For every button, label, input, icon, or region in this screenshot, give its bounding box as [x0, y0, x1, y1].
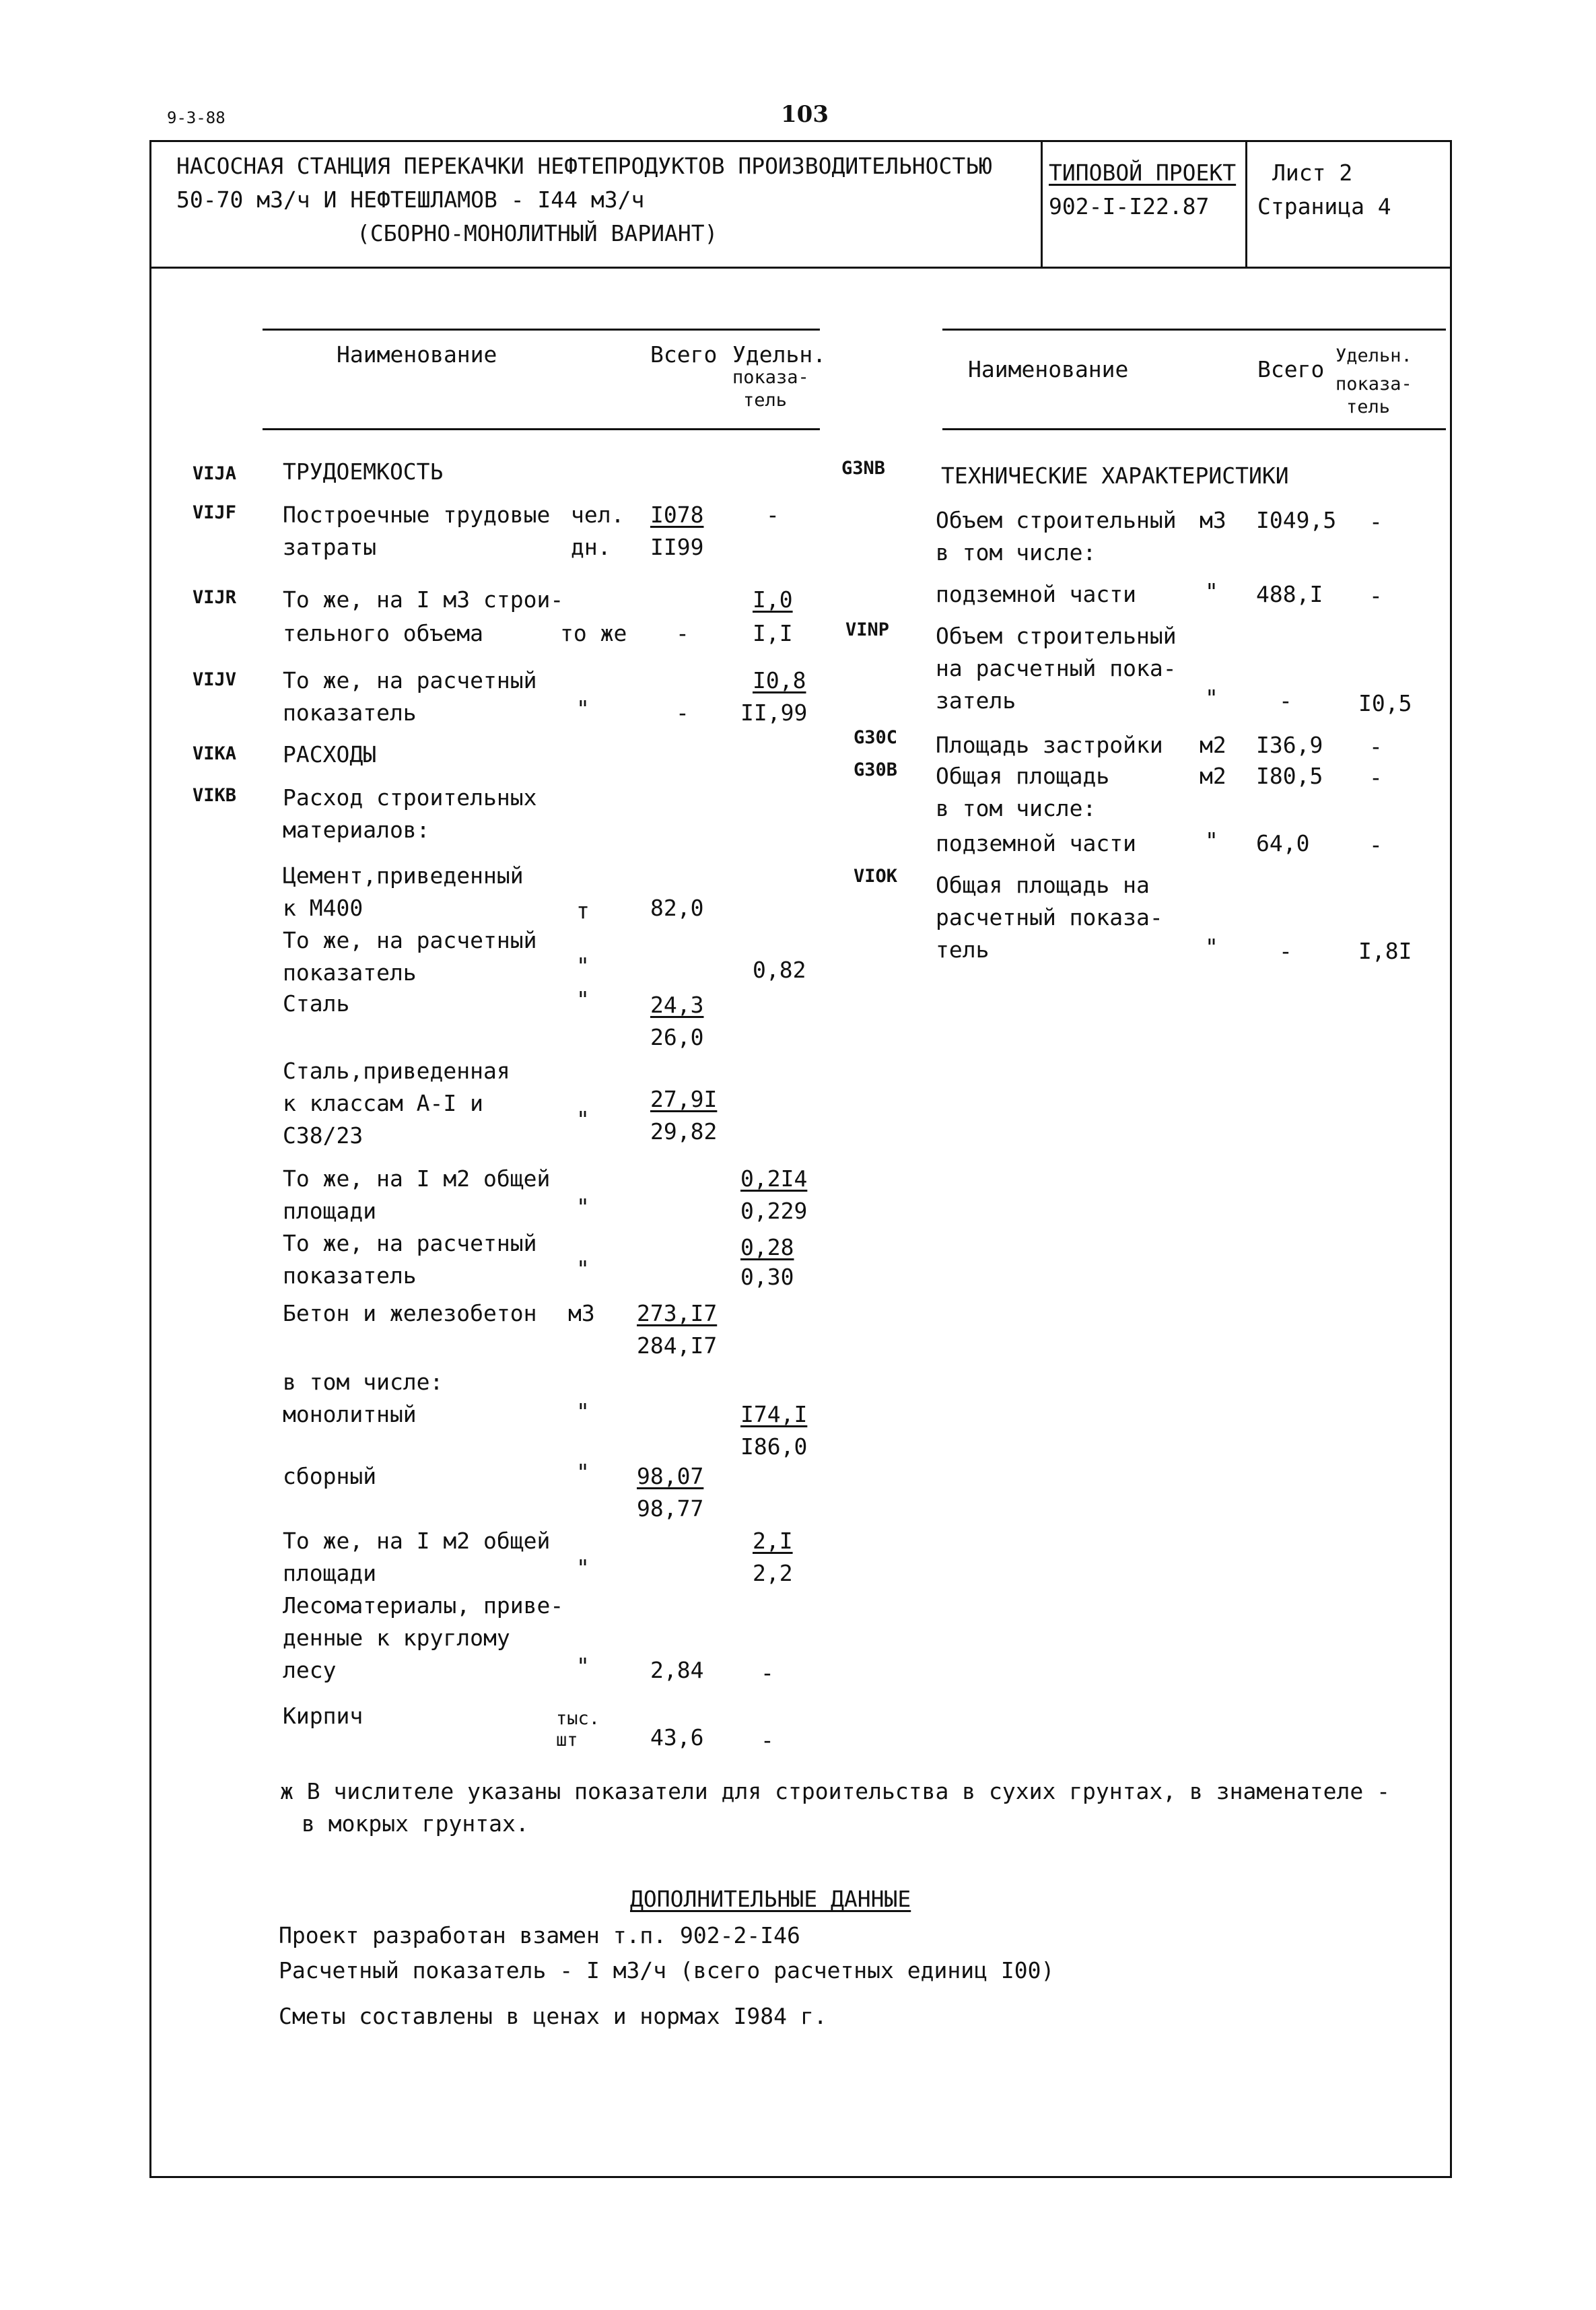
row-unit: " [576, 1194, 590, 1220]
stamp-divider-1 [1041, 140, 1043, 268]
row-code: VIJA [193, 463, 237, 484]
row-name: подземной части [936, 830, 1137, 856]
row-name: ТРУДОЕМКОСТЬ [283, 458, 444, 485]
left-header-bottom-rule [263, 428, 820, 430]
row-unit: " [576, 953, 590, 979]
row-unit: м3 [568, 1300, 595, 1326]
row-code: VINP [845, 619, 890, 640]
row-name: сборный [283, 1463, 377, 1489]
row-name: монолитный [283, 1401, 417, 1427]
stamp-bottom-line [151, 267, 1451, 269]
row-name: Сталь [283, 990, 350, 1017]
right-header-specific-1: Удельн. [1335, 345, 1412, 366]
row-total: 82,0 [650, 895, 704, 921]
row-total: - [1279, 687, 1292, 714]
left-header-specific-2: показа- [732, 367, 809, 388]
row-name: То же, на I м2 общей [283, 1165, 551, 1192]
row-total: 2,84 [650, 1657, 704, 1683]
left-header-specific-3: тель [743, 390, 788, 411]
row-name: Расход строительных [283, 784, 537, 811]
footnote-line1: ж В числителе указаны показатели для строительства в сухих грунтах, в знаменателе - [280, 1778, 1391, 1804]
row-name: То же, на I м2 общей [283, 1528, 551, 1554]
row-name: затраты [283, 534, 377, 560]
row-name: Площадь застройки [936, 732, 1163, 758]
row-total: I80,5 [1256, 763, 1323, 789]
row-specific-numerator: I0,8 [753, 667, 806, 693]
row-name: То же, на I м3 строи- [283, 586, 564, 613]
row-total-denominator: II99 [650, 534, 704, 560]
row-name: Сталь,приведенная [283, 1058, 510, 1084]
row-unit: чел. [571, 502, 625, 528]
page-number: 103 [781, 101, 829, 128]
row-specific: I0,5 [1358, 690, 1412, 716]
row-total: I36,9 [1256, 732, 1323, 758]
row-unit: " [576, 986, 590, 1013]
left-header-specific-1: Удельн. [732, 341, 827, 368]
row-name: То же, на расчетный [283, 927, 537, 953]
row-total-numerator: 27,9I [650, 1086, 718, 1112]
row-unit: дн. [571, 534, 611, 560]
row-total: - [1279, 938, 1292, 964]
row-name: Общая площадь [936, 763, 1110, 789]
row-total-numerator: 273,I7 [637, 1300, 718, 1326]
row-total: - [676, 620, 689, 646]
row-unit: " [576, 1398, 590, 1425]
row-specific: - [1369, 582, 1383, 609]
stamp-title-line3: (СБОРНО-МОНОЛИТНЫЙ ВАРИАНТ) [357, 220, 718, 246]
row-name: площади [283, 1198, 377, 1224]
row-specific-denominator: 0,30 [740, 1264, 794, 1290]
row-code: VIOK [854, 866, 898, 887]
additional-line3: Сметы составлены в ценах и нормах I984 г. [279, 2003, 827, 2029]
sheet-label: Лист 2 [1272, 160, 1353, 186]
row-name: тель [936, 937, 990, 963]
right-header-bottom-rule [942, 428, 1446, 430]
row-name: РАСХОДЫ [283, 741, 377, 768]
row-name: То же, на расчетный [283, 1230, 537, 1256]
row-name: лесу [283, 1657, 337, 1683]
stamp-title-line2: 50-70 м3/ч И НЕФТЕШЛАМОВ - I44 м3/ч [176, 186, 645, 213]
row-code: VIJR [193, 587, 237, 608]
row-name: на расчетный пока- [936, 655, 1177, 681]
row-code: VIJV [193, 669, 237, 690]
row-total: - [676, 700, 689, 726]
row-specific-denominator: I,I [753, 620, 793, 646]
row-total-denominator: 29,82 [650, 1118, 718, 1145]
row-unit: " [576, 1106, 590, 1132]
row-code: VIKB [193, 785, 237, 806]
row-specific-numerator: I74,I [740, 1401, 808, 1427]
row-name: показатель [283, 700, 417, 726]
catalog-code: 9-3-88 [167, 108, 225, 127]
row-name: Цемент,приведенный [283, 862, 524, 889]
row-unit: м3 [1200, 507, 1226, 533]
row-total: 43,6 [650, 1724, 704, 1751]
row-specific: - [1369, 764, 1383, 790]
row-total: 488,I [1256, 581, 1323, 607]
row-unit: шт [556, 1730, 578, 1751]
row-specific: - [1369, 733, 1383, 759]
right-header-total: Всего [1257, 356, 1325, 382]
footnote-line2: в мокрых грунтах. [302, 1810, 529, 1837]
row-code: G30B [854, 759, 898, 780]
row-specific: - [761, 1660, 774, 1686]
row-unit: " [576, 1256, 590, 1282]
project-number: 902-I-I22.87 [1049, 193, 1210, 219]
row-code: VIKA [193, 743, 237, 764]
left-header-name: Наименование [337, 341, 497, 368]
row-name: к М400 [283, 895, 363, 921]
row-name: Кирпич [283, 1703, 363, 1729]
row-unit: " [576, 1653, 590, 1679]
row-name: Лесоматериалы, приве- [283, 1592, 564, 1619]
row-name: показатель [283, 959, 417, 986]
row-unit: то же [560, 620, 627, 646]
right-header-specific-2: показа- [1335, 374, 1412, 395]
row-code: G3NB [841, 458, 886, 479]
row-specific: 0,82 [753, 957, 806, 983]
row-specific-denominator: II,99 [740, 700, 808, 726]
row-total: 64,0 [1256, 830, 1310, 856]
frame-left [149, 140, 151, 2178]
row-name: в том числе: [936, 539, 1097, 566]
row-total-numerator: I078 [650, 502, 704, 528]
additional-line2: Расчетный показатель - I м3/ч (всего расчетных единиц I00) [279, 1957, 1055, 1983]
row-name: Общая площадь на [936, 872, 1150, 898]
row-total-denominator: 26,0 [650, 1024, 704, 1050]
row-unit: " [1205, 827, 1218, 854]
row-specific: - [1369, 508, 1383, 535]
row-unit: " [576, 1459, 590, 1485]
right-header-name: Наименование [968, 356, 1129, 382]
row-specific-numerator: 0,2I4 [740, 1165, 808, 1192]
row-name: в том числе: [936, 795, 1097, 821]
stamp-title-line1: НАСОСНАЯ СТАНЦИЯ ПЕРЕКАЧКИ НЕФТЕПРОДУКТОВ ПРОИЗВОДИТЕЛЬНОСТЬЮ [176, 153, 992, 179]
row-name: Построечные трудовые [283, 502, 551, 528]
row-code: VIJF [193, 502, 237, 523]
row-name: денные к круглому [283, 1625, 510, 1651]
row-unit: тыс. [556, 1708, 600, 1729]
row-name: материалов: [283, 817, 430, 843]
row-specific-denominator: I86,0 [740, 1433, 808, 1460]
row-specific-denominator: 0,229 [740, 1198, 808, 1224]
row-unit: м2 [1200, 763, 1226, 789]
row-unit: " [1205, 685, 1218, 711]
row-name: затель [936, 687, 1016, 714]
left-header-top-rule [263, 329, 820, 331]
row-total-denominator: 98,77 [637, 1495, 704, 1522]
row-specific: - [761, 1727, 774, 1753]
frame-top [151, 140, 1451, 142]
row-unit: " [576, 695, 590, 722]
frame-right [1450, 140, 1452, 2178]
row-name: к классам А-I и [283, 1090, 484, 1116]
additional-heading: ДОПОЛНИТЕЛЬНЫЕ ДАННЫЕ [630, 1886, 911, 1912]
stamp-divider-2 [1245, 140, 1247, 268]
row-name: показатель [283, 1262, 417, 1289]
row-name: С38/23 [283, 1122, 363, 1149]
row-unit: " [1205, 578, 1218, 605]
additional-line1: Проект разработан взамен т.п. 902-2-I46 [279, 1922, 800, 1948]
row-total-numerator: 98,07 [637, 1463, 704, 1489]
row-specific: I,8I [1358, 938, 1412, 964]
row-name: подземной части [936, 581, 1137, 607]
frame-bottom [151, 2176, 1451, 2178]
row-specific-denominator: 2,2 [753, 1560, 793, 1586]
row-total-denominator: 284,I7 [637, 1332, 718, 1359]
row-name: площади [283, 1560, 377, 1586]
row-name: в том числе: [283, 1369, 444, 1395]
row-name: То же, на расчетный [283, 667, 537, 693]
row-code: G30C [854, 727, 898, 748]
row-specific: - [1369, 831, 1383, 858]
row-unit: " [576, 1555, 590, 1581]
right-header-specific-3: тель [1346, 397, 1391, 417]
row-unit: " [1205, 934, 1218, 960]
row-name: расчетный показа- [936, 904, 1163, 930]
row-specific-numerator: 0,28 [740, 1234, 794, 1260]
project-label: ТИПОВОЙ ПРОЕКТ [1049, 160, 1237, 186]
page-label: Страница 4 [1257, 193, 1391, 219]
row-specific-numerator: 2,I [753, 1528, 793, 1554]
right-header-top-rule [942, 329, 1446, 331]
row-total-numerator: 24,3 [650, 992, 704, 1018]
row-specific-numerator: I,0 [753, 586, 793, 613]
row-name: Объем строительный [936, 623, 1177, 649]
row-unit: м2 [1200, 732, 1226, 758]
row-name: тельного объема [283, 620, 484, 646]
row-name: Объем строительный [936, 507, 1177, 533]
left-header-total: Всего [650, 341, 718, 368]
row-unit: т [576, 897, 590, 924]
row-total: I049,5 [1256, 507, 1337, 533]
row-name: Бетон и железобетон [283, 1300, 537, 1326]
row-name: ТЕХНИЧЕСКИЕ ХАРАКТЕРИСТИКИ [941, 463, 1289, 489]
row-specific: - [766, 502, 779, 528]
